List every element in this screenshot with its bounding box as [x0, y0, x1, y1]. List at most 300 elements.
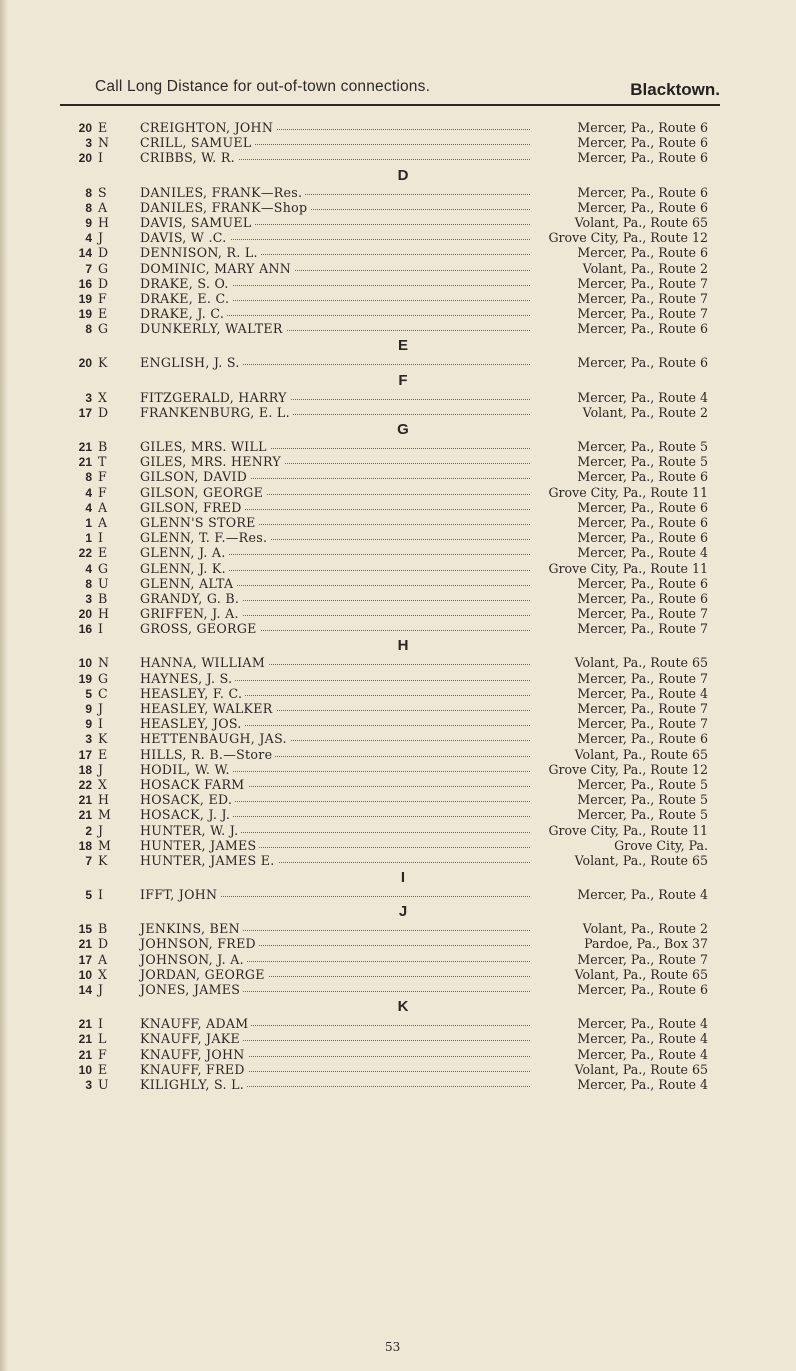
ring-code	[68, 777, 124, 793]
ring-number: 21	[78, 1047, 92, 1062]
ring-code	[68, 500, 124, 516]
directory-entry	[0, 762, 796, 777]
directory-entry	[0, 807, 796, 822]
ring-number: 21	[78, 793, 92, 808]
subscriber-location: Mercer, Pa., Route 6	[574, 731, 708, 746]
ring-code	[68, 887, 124, 903]
ring-code	[68, 120, 124, 136]
ring-number: 19	[78, 671, 92, 686]
subscriber-name: CRILL, SAMUEL	[140, 135, 255, 150]
ring-letter: M	[98, 837, 111, 853]
section-letter: D	[397, 166, 409, 184]
subscriber-location: Mercer, Pa., Route 6	[574, 321, 708, 336]
subscriber-name: HOSACK, ED.	[140, 792, 235, 807]
directory-entry	[0, 439, 796, 454]
ring-code	[68, 276, 124, 292]
subscriber-name: GRANDY, G. B.	[140, 591, 242, 606]
ring-code	[68, 355, 124, 371]
directory-entry	[0, 185, 796, 200]
ring-code	[68, 576, 124, 592]
subscriber-location: Mercer, Pa., Route 6	[574, 200, 708, 215]
subscriber-location: Grove City, Pa., Route 11	[545, 823, 708, 838]
ring-code	[68, 621, 124, 637]
directory-entry	[0, 469, 796, 484]
ring-code	[68, 747, 124, 763]
directory-entry	[0, 576, 796, 591]
subscriber-location: Mercer, Pa., Route 6	[574, 245, 708, 260]
ring-number: 3	[85, 732, 92, 747]
subscriber-name: GLENN'S STORE	[140, 515, 259, 530]
subscriber-name: JORDAN, GEORGE	[140, 967, 268, 982]
subscriber-location: Grove City, Pa.	[611, 838, 708, 853]
ring-letter: J	[98, 761, 104, 777]
subscriber-location: Mercer, Pa., Route 5	[574, 439, 708, 454]
subscriber-name: GLENN, J. K.	[140, 561, 229, 576]
ring-number: 19	[78, 307, 92, 322]
ring-code	[68, 1062, 124, 1078]
ring-letter: K	[98, 731, 108, 747]
ring-number: 16	[78, 276, 92, 291]
subscriber-location: Grove City, Pa., Route 12	[545, 762, 708, 777]
ring-letter: B	[98, 921, 108, 937]
subscriber-location: Grove City, Pa., Route 11	[545, 561, 708, 576]
ring-letter: E	[98, 1061, 108, 1077]
ring-code	[68, 853, 124, 869]
ring-number: 3	[85, 390, 92, 405]
ring-letter: T	[98, 454, 107, 470]
ring-code	[68, 701, 124, 717]
subscriber-location: Mercer, Pa., Route 6	[574, 185, 708, 200]
directory-entry	[0, 515, 796, 530]
directory-entry	[0, 405, 796, 420]
directory-entry	[0, 1062, 796, 1077]
directory-entry	[0, 1016, 796, 1031]
ring-number: 7	[85, 853, 92, 868]
subscriber-location: Volant, Pa., Route 2	[580, 261, 708, 276]
ring-code	[68, 921, 124, 937]
ring-letter: B	[98, 590, 108, 606]
ring-number: 8	[85, 185, 92, 200]
ring-code	[68, 454, 124, 470]
ring-code	[68, 1031, 124, 1047]
ring-letter: H	[98, 214, 109, 230]
page-header	[95, 78, 720, 106]
ring-letter: J	[98, 982, 104, 997]
subscriber-location: Volant, Pa., Route 2	[580, 921, 708, 936]
subscriber-name: DRAKE, J. C.	[140, 306, 227, 321]
subscriber-location: Mercer, Pa., Route 7	[574, 671, 708, 686]
ring-letter: X	[98, 389, 107, 405]
ring-number: 10	[78, 656, 92, 671]
directory-entry	[0, 967, 796, 982]
subscriber-name: JOHNSON, J. A.	[140, 952, 247, 967]
directory-entry	[0, 853, 796, 868]
ring-number: 9	[85, 717, 92, 732]
ring-code	[68, 838, 124, 854]
subscriber-name: CREIGHTON, JOHN	[140, 120, 276, 135]
ring-number: 8	[85, 322, 92, 337]
ring-code	[68, 686, 124, 702]
ring-number: 21	[78, 1017, 92, 1032]
ring-code	[68, 439, 124, 455]
directory-entry	[0, 606, 796, 621]
directory-entry	[0, 485, 796, 500]
ring-number: 8	[85, 576, 92, 591]
subscriber-name: DRAKE, S. O.	[140, 276, 232, 291]
directory-entry	[0, 120, 796, 135]
section-letter: F	[398, 371, 408, 389]
directory-entry	[0, 530, 796, 545]
section-letter: H	[397, 637, 409, 655]
subscriber-name: DENNISON, R. L.	[140, 245, 261, 260]
header-title: Call Long Distance for out-of-town connections.	[95, 78, 431, 95]
ring-letter: H	[98, 606, 109, 622]
ring-code	[68, 405, 124, 421]
subscriber-name: JONES, JAMES	[140, 982, 243, 997]
subscriber-location: Volant, Pa., Route 65	[572, 853, 708, 868]
ring-letter: K	[98, 355, 108, 371]
ring-number: 4	[85, 485, 92, 500]
ring-letter: L	[98, 1031, 107, 1047]
directory-entry	[0, 921, 796, 936]
directory-entry	[0, 671, 796, 686]
subscriber-name: GLENN, ALTA	[140, 576, 236, 591]
ring-code	[68, 606, 124, 622]
subscriber-location: Mercer, Pa., Route 4	[574, 390, 708, 405]
section-letter: K	[397, 998, 409, 1016]
ring-code	[68, 150, 124, 166]
directory-entry	[0, 561, 796, 576]
subscriber-location: Volant, Pa., Route 65	[572, 1062, 708, 1077]
subscriber-location: Mercer, Pa., Route 7	[574, 621, 708, 636]
subscriber-location: Mercer, Pa., Route 7	[574, 606, 708, 621]
subscriber-location: Mercer, Pa., Route 7	[574, 952, 708, 967]
ring-number: 22	[78, 546, 92, 561]
subscriber-location: Volant, Pa., Route 65	[572, 215, 708, 230]
ring-number: 15	[78, 922, 92, 937]
ring-letter: E	[98, 545, 108, 561]
subscriber-location: Mercer, Pa., Route 4	[574, 686, 708, 701]
directory-entry	[0, 1031, 796, 1046]
ring-letter: A	[98, 951, 108, 967]
subscriber-name: HODIL, W. W.	[140, 762, 233, 777]
subscriber-name: KILIGHLY, S. L.	[140, 1077, 247, 1092]
ring-code	[68, 390, 124, 406]
directory-entry	[0, 454, 796, 469]
subscriber-name: GILSON, FRED	[140, 500, 245, 515]
ring-code	[68, 952, 124, 968]
section-letter: G	[397, 421, 409, 438]
directory-entry	[0, 500, 796, 515]
subscriber-name: DAVIS, SAMUEL	[140, 215, 255, 230]
directory-entry	[0, 200, 796, 215]
ring-number: 21	[78, 455, 92, 470]
ring-number: 16	[78, 622, 92, 637]
subscriber-name: HOSACK FARM	[140, 777, 248, 792]
directory-entry	[0, 792, 796, 807]
ring-number: 21	[78, 440, 92, 454]
ring-number: 20	[78, 607, 92, 622]
subscriber-name: GLENN, J. A.	[140, 545, 229, 560]
subscriber-name: DANILES, FRANK—Shop	[140, 200, 310, 215]
ring-number: 17	[78, 405, 92, 420]
ring-number: 5	[85, 888, 92, 903]
ring-letter: X	[98, 966, 107, 982]
subscriber-location: Mercer, Pa., Route 4	[574, 887, 708, 902]
subscriber-name: KNAUFF, JOHN	[140, 1047, 248, 1062]
ring-number: 21	[78, 937, 92, 952]
ring-number: 4	[85, 561, 92, 576]
ring-number: 3	[85, 1077, 92, 1092]
subscriber-location: Mercer, Pa., Route 6	[574, 530, 708, 545]
subscriber-location: Mercer, Pa., Route 7	[574, 306, 708, 321]
ring-code	[68, 823, 124, 839]
subscriber-location: Volant, Pa., Route 65	[572, 967, 708, 982]
subscriber-name: FITZGERALD, HARRY	[140, 390, 290, 405]
ring-number: 17	[78, 952, 92, 967]
directory-entry	[0, 952, 796, 967]
ring-number: 3	[85, 136, 92, 151]
ring-code	[68, 936, 124, 952]
subscriber-name: HOSACK, J. J.	[140, 807, 233, 822]
directory-entry	[0, 291, 796, 306]
ring-number: 20	[78, 151, 92, 166]
ring-code	[68, 245, 124, 261]
header-town: Blacktown.	[630, 80, 720, 99]
header-rule	[60, 104, 720, 106]
subscriber-location: Mercer, Pa., Route 6	[574, 500, 708, 515]
directory-entry	[0, 936, 796, 951]
ring-number: 19	[78, 291, 92, 306]
ring-number: 14	[78, 983, 92, 997]
subscriber-name: GRIFFEN, J. A.	[140, 606, 242, 621]
ring-letter: S	[98, 184, 107, 200]
ring-letter: D	[98, 245, 109, 261]
ring-letter: A	[98, 514, 108, 530]
subscriber-name: HEASLEY, F. C.	[140, 686, 245, 701]
page-number: 53	[385, 1340, 401, 1354]
ring-letter: I	[98, 716, 103, 732]
subscriber-location: Mercer, Pa., Route 5	[574, 807, 708, 822]
ring-letter: I	[98, 1016, 103, 1032]
ring-letter: E	[98, 746, 108, 762]
ring-letter: I	[98, 150, 103, 166]
subscriber-name: HUNTER, JAMES	[140, 838, 259, 853]
directory-entry	[0, 245, 796, 260]
subscriber-location: Mercer, Pa., Route 4	[574, 1047, 708, 1062]
subscriber-name: HANNA, WILLIAM	[140, 655, 268, 670]
subscriber-location: Grove City, Pa., Route 12	[545, 230, 708, 245]
ring-letter: F	[98, 469, 107, 485]
directory-entry	[0, 276, 796, 291]
ring-code	[68, 135, 124, 151]
ring-number: 21	[78, 808, 92, 823]
directory-entry	[0, 306, 796, 321]
ring-number: 8	[85, 200, 92, 215]
ring-letter: I	[98, 530, 103, 546]
directory-entry	[0, 701, 796, 716]
subscriber-name: FRANKENBURG, E. L.	[140, 405, 293, 420]
directory-entry	[0, 135, 796, 150]
ring-letter: J	[98, 822, 104, 838]
subscriber-name: GLENN, T. F.—Res.	[140, 530, 270, 545]
ring-code	[68, 655, 124, 671]
subscriber-name: ENGLISH, J. S.	[140, 355, 243, 370]
ring-letter: U	[98, 1076, 109, 1092]
ring-code	[68, 762, 124, 778]
subscriber-location: Mercer, Pa., Route 4	[574, 1077, 708, 1092]
subscriber-name: HUNTER, W. J.	[140, 823, 241, 838]
subscriber-location: Mercer, Pa., Route 6	[574, 591, 708, 606]
ring-letter: X	[98, 776, 107, 792]
ring-letter: F	[98, 1046, 107, 1062]
ring-number: 4	[85, 231, 92, 246]
subscriber-location: Mercer, Pa., Route 7	[574, 701, 708, 716]
subscriber-name: DRAKE, E. C.	[140, 291, 232, 306]
ring-code	[68, 230, 124, 246]
ring-number: 5	[85, 686, 92, 701]
subscriber-location: Mercer, Pa., Route 6	[574, 469, 708, 484]
directory-listing	[0, 120, 796, 1092]
ring-letter: A	[98, 199, 108, 215]
ring-letter: U	[98, 575, 109, 591]
directory-entry	[0, 261, 796, 276]
directory-entry	[0, 215, 796, 230]
ring-letter: G	[98, 260, 109, 276]
ring-number: 9	[85, 215, 92, 230]
subscriber-name: KNAUFF, FRED	[140, 1062, 248, 1077]
ring-number: 7	[85, 261, 92, 276]
ring-letter: N	[98, 655, 110, 671]
subscriber-name: JENKINS, BEN	[140, 921, 243, 936]
ring-code	[68, 591, 124, 607]
subscriber-name: DOMINIC, MARY ANN	[140, 261, 294, 276]
ring-code	[68, 982, 124, 998]
directory-entry	[0, 355, 796, 370]
subscriber-name: HEASLEY, WALKER	[140, 701, 276, 716]
subscriber-name: HUNTER, JAMES E.	[140, 853, 278, 868]
ring-letter: M	[98, 807, 111, 823]
subscriber-name: GILSON, GEORGE	[140, 485, 266, 500]
ring-letter: G	[98, 321, 109, 337]
ring-code	[68, 469, 124, 485]
directory-entry	[0, 150, 796, 165]
ring-letter: J	[98, 701, 104, 716]
directory-entry	[0, 731, 796, 746]
ring-letter: A	[98, 499, 108, 515]
subscriber-name: KNAUFF, JAKE	[140, 1031, 243, 1046]
ring-code	[68, 792, 124, 808]
ring-code	[68, 515, 124, 531]
directory-entry	[0, 747, 796, 762]
ring-number: 9	[85, 702, 92, 716]
subscriber-location: Mercer, Pa., Route 5	[574, 792, 708, 807]
subscriber-name: DANILES, FRANK—Res.	[140, 185, 305, 200]
subscriber-location: Mercer, Pa., Route 7	[574, 276, 708, 291]
ring-number: 20	[78, 356, 92, 371]
subscriber-location: Mercer, Pa., Route 7	[574, 716, 708, 731]
ring-letter: E	[98, 120, 108, 135]
ring-code	[68, 967, 124, 983]
ring-letter: D	[98, 275, 109, 291]
directory-entry	[0, 777, 796, 792]
ring-letter: J	[98, 230, 104, 246]
subscriber-name: DUNKERLY, WALTER	[140, 321, 286, 336]
ring-letter: D	[98, 936, 109, 952]
ring-code	[68, 1016, 124, 1032]
subscriber-location: Mercer, Pa., Route 6	[574, 120, 708, 135]
ring-number: 10	[78, 967, 92, 982]
directory-entry	[0, 230, 796, 245]
subscriber-name: GROSS, GEORGE	[140, 621, 260, 636]
ring-letter: F	[98, 484, 107, 500]
ring-letter: G	[98, 670, 109, 686]
subscriber-location: Volant, Pa., Route 2	[580, 405, 708, 420]
subscriber-name: HILLS, R. B.—Store	[140, 747, 275, 762]
ring-code	[68, 530, 124, 546]
directory-entry	[0, 655, 796, 670]
subscriber-name: DAVIS, W .C.	[140, 230, 230, 245]
ring-code	[68, 1077, 124, 1093]
ring-code	[68, 306, 124, 322]
section-letter: J	[398, 903, 408, 921]
ring-code	[68, 1047, 124, 1063]
ring-code	[68, 185, 124, 201]
ring-number: 1	[85, 531, 92, 546]
subscriber-location: Mercer, Pa., Route 7	[574, 291, 708, 306]
subscriber-location: Mercer, Pa., Route 6	[574, 515, 708, 530]
directory-entry	[0, 982, 796, 997]
ring-code	[68, 261, 124, 277]
ring-code	[68, 200, 124, 216]
ring-number: 1	[85, 515, 92, 530]
subscriber-location: Mercer, Pa., Route 6	[574, 135, 708, 150]
ring-number: 18	[78, 838, 92, 853]
ring-letter: C	[98, 685, 108, 701]
ring-number: 3	[85, 591, 92, 606]
directory-entry	[0, 321, 796, 336]
ring-code	[68, 485, 124, 501]
subscriber-location: Volant, Pa., Route 65	[572, 655, 708, 670]
subscriber-location: Mercer, Pa., Route 5	[574, 454, 708, 469]
subscriber-name: KNAUFF, ADAM	[140, 1016, 251, 1031]
subscriber-location: Pardoe, Pa., Box 37	[581, 936, 708, 951]
ring-letter: I	[98, 621, 103, 637]
ring-number: 8	[85, 470, 92, 485]
directory-entry	[0, 1077, 796, 1092]
subscriber-location: Mercer, Pa., Route 4	[574, 1016, 708, 1031]
subscriber-name: GILES, MRS. WILL	[140, 439, 270, 454]
ring-number: 14	[78, 246, 92, 261]
section-letter: I	[400, 869, 406, 887]
ring-number: 20	[78, 121, 92, 135]
ring-letter: K	[98, 852, 108, 868]
ring-number: 4	[85, 500, 92, 515]
subscriber-location: Mercer, Pa., Route 6	[574, 150, 708, 165]
ring-letter: D	[98, 404, 109, 420]
ring-code	[68, 215, 124, 231]
subscriber-name: HAYNES, J. S.	[140, 671, 235, 686]
ring-code	[68, 545, 124, 561]
ring-code	[68, 561, 124, 577]
subscriber-location: Mercer, Pa., Route 4	[574, 1031, 708, 1046]
directory-entry	[0, 716, 796, 731]
ring-letter: N	[98, 135, 110, 151]
ring-number: 2	[85, 823, 92, 838]
ring-code	[68, 321, 124, 337]
ring-letter: H	[98, 792, 109, 808]
subscriber-location: Mercer, Pa., Route 6	[574, 355, 708, 370]
